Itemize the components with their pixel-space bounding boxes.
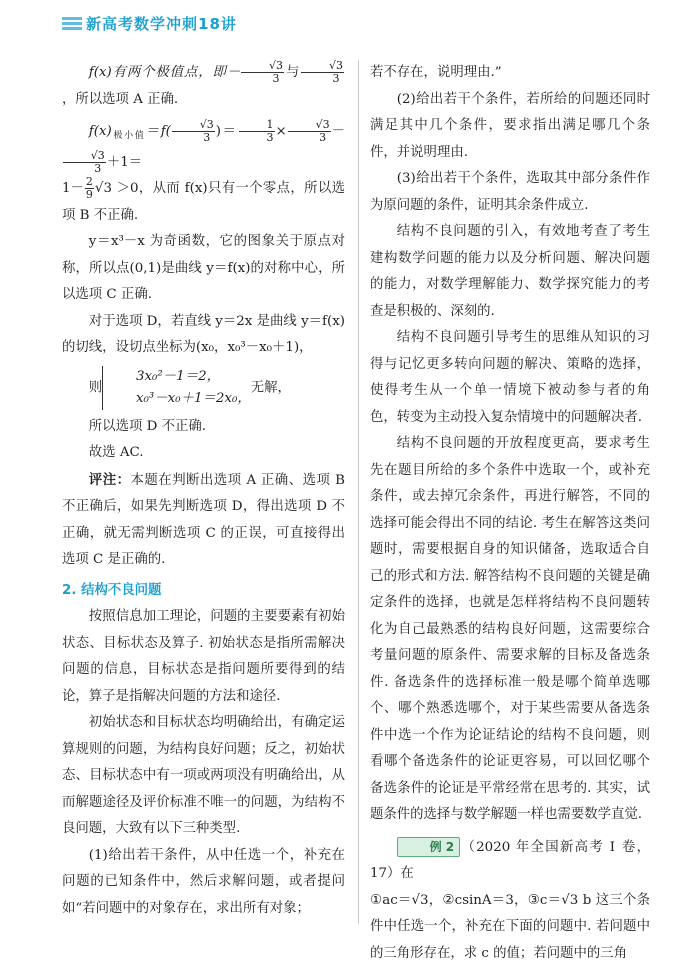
para-type-1-cont: 若不存在，说明理由.”	[370, 60, 650, 87]
para-odd-function: y＝x³－x 为奇函数，它的图象关于原点对称，所以点(0,1)是曲线 y＝f(x)的对称中心，所以选项 C 正确.	[62, 229, 345, 309]
para-example-2-body: ①ac＝√3，②csinA＝3，③c＝√3 b 这三个条件中任选一个，补充在下面的问题中. 若问题中的三角形存在，求 c 的值；若问题中的三角	[370, 888, 650, 967]
header-bars-icon	[62, 17, 82, 32]
para-guidance: 结构不良问题引导考生的思维从知识的习得与记忆更多转向问题的解决、策略的选择，使得考生从一个单一情境下被动参与者的角色，转变为主动投入复杂情境中的问题解决者.	[370, 325, 650, 431]
section-title: 2. 结构不良问题	[62, 578, 345, 605]
para-one-zero: 1－ $\frac{2}{9}$ √3 ＞0，从而 f(x)只有一个零点，所以选项 B 不正确.	[62, 176, 345, 229]
example-badge: 例 2	[397, 837, 460, 857]
para-min-value: $f(x)_{极小值}=f$( $\frac{√3}{3}$ )＝ $\frac{1}{3}$ × $\frac{√3}{3}$ － $\frac{√3}{3}$ ＋1＝	[62, 119, 345, 176]
para-openness: 结构不良问题的开放程度更高，要求考生先在题目所给的多个条件中选取一个，或补充条件，或去掉冗余条件，再进行解答，不同的选择可能会得出不同的结论. 考生在解答这类问题时，需要根据自身的知识储备，选取适合自己的形式和方法. 解答结构不良问题的关键是确定条件的选择，也就是怎样将结构不良问题转化为自己最熟悉的结构良好问题，这需要综合考量问题的原条件、需要求解的目标及备选条件. 备选条件的选择标准一般是哪个简单选哪个、哪个熟悉选哪个，对于某些需要从备选条件中选一个作为论证结论的结构不良问题，则看哪个备选条件的论证更容易，可以回忆哪个备选条件的论证是平常经常在思考的. 其实，试题条件的选择与数学解题一样也需要数学直觉.	[370, 431, 650, 829]
header-title: 新高考数学冲刺18讲	[86, 13, 237, 34]
para-type-2: (2)给出若干个条件，若所给的问题还同时满足其中几个条件，要求指出满足哪几个条件，并说明理由.	[370, 87, 650, 167]
para-type-1: (1)给出若干条件，从中任选一个，补充在问题的已知条件中，然后求解问题，或者提问如“若问题中的对象存在，求出所有对象；	[62, 843, 345, 923]
left-column	[62, 60, 345, 922]
para-system: 则 3x₀²－1＝2， x₀³－x₀＋1＝2x₀， 无解，	[62, 362, 345, 414]
para-well-ill-structured: 初始状态和目标状态均明确给出，有确定运算规则的问题，为结构良好问题；反之，初始状态、目标状态中有一项或两项没有明确给出，从而解题途径及评价标准不唯一的问题，为结构不良问题，大致有以下三种类型.	[62, 710, 345, 843]
page-header	[0, 0, 685, 44]
para-option-d: 对于选项 D，若直线 y＝2x 是曲线 y＝f(x)的切线，设切点坐标为(x₀，x₀³－x₀＋1)，	[62, 309, 345, 362]
para-info-theory: 按照信息加工理论，问题的主要要素有初始状态、目标状态及算子. 初始状态是指所需解决问题的信息，目标状态是指问题所要得到的结论，算子是指解决问题的方法和途径.	[62, 604, 345, 710]
para-answer: 故选 AC.	[62, 440, 345, 467]
right-column	[370, 60, 650, 967]
column-divider	[358, 60, 359, 924]
para-d-false: 所以选项 D 不正确.	[62, 414, 345, 441]
para-introduction: 结构不良问题的引入，有效地考查了考生建构数学问题的能力以及分析问题、解决问题的能力，对数学理解能力、数学探究能力的考查是积极的、深刻的.	[370, 219, 650, 325]
equation-system: 3x₀²－1＝2， x₀³－x₀＋1＝2x₀，	[102, 366, 251, 410]
para-type-3: (3)给出若干个条件，选取其中部分条件作为原问题的条件，证明其余条件成立.	[370, 166, 650, 219]
para-comment: 评注：本题在判断出选项 A 正确、选项 B 不正确后，如果先判断选项 D，得出选项 D 不正确，就无需判断选项 C 的正误，可直接得出选项 C 是正确的.	[62, 467, 345, 574]
para-example-2: 例 2 （2020 年全国新高考 Ⅰ 卷，17）在	[370, 835, 650, 888]
para-extreme-points: f(x)有两个极值点，即－ $\frac{√3}{3}$ 与 $\frac{√3}{3}$ ，所以选项 A 正确.	[62, 60, 345, 113]
